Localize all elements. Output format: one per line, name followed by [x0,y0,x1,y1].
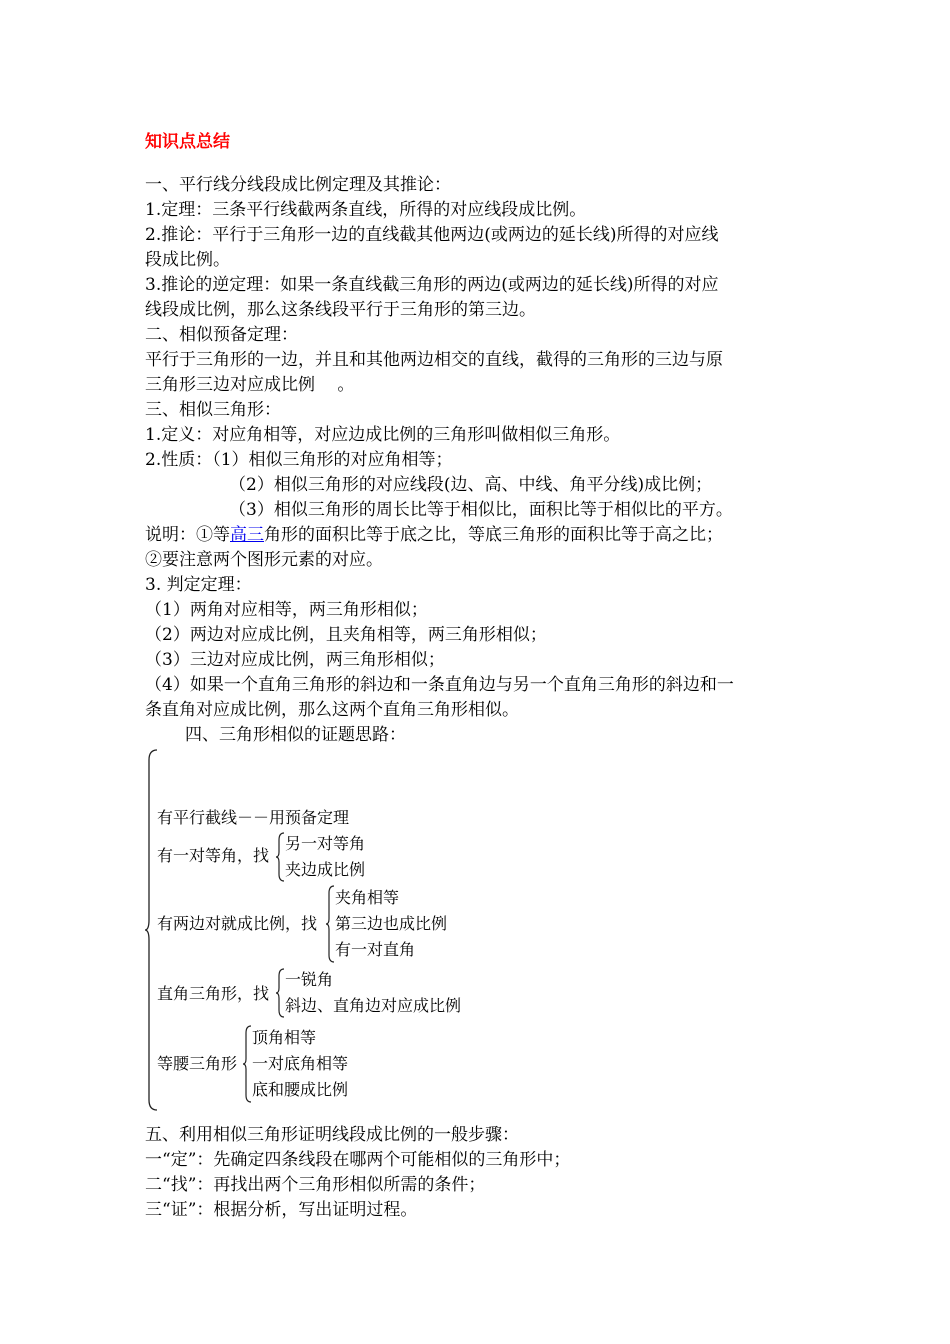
section-5-heading: 五、利用相似三角形证明线段成比例的一般步骤： [145,1125,519,1145]
two-sides-brace-icon [325,885,335,963]
paragraph-line: 3.推论的逆定理：如果一条直线截三角形的两边(或两边的延长线)所得的对应 [145,275,719,295]
paragraph-line: 线段成比例，那么这条线段平行于三角形的第三边。 [145,300,536,320]
section-2-heading: 二、相似预备定理： [145,325,298,345]
two-sides-option: 有一对直角 [335,940,416,959]
paragraph-line: 平行于三角形的一边，并且和其他两边相交的直线，截得的三角形的三边与原 [145,350,723,370]
paragraph-line: （3）三边对应成比例，两三角形相似； [145,650,445,670]
isosceles-brace-icon [242,1025,252,1103]
paragraph-line: 1.定理：三条平行线截两条直线，所得的对应线段成比例。 [145,200,587,220]
paragraph-line: （2）相似三角形的对应线段(边、高、中线、角平分线)成比例； [229,475,713,495]
subsection-heading: 3. 判定定理： [145,575,252,595]
paragraph-line: 段成比例。 [145,250,230,270]
paragraph-line: 1.定义：对应角相等，对应边成比例的三角形叫做相似三角形。 [145,425,621,445]
paragraph-line: 三角形三边对应成比例 。 [145,375,355,395]
one-angle-option: 另一对等角 [285,834,366,853]
two-sides-option: 夹角相等 [335,888,400,907]
one-angle-option: 夹边成比例 [285,860,366,879]
right-triangle-option: 一锐角 [285,970,334,989]
proof-approach-diagram [145,748,485,1113]
section-1-heading: 一、平行线分线段成比例定理及其推论： [145,175,451,195]
paragraph-line: 条直角对应成比例，那么这两个直角三角形相似。 [145,700,519,720]
parallel-branch: 有平行截线－－用预备定理 [157,808,350,827]
paragraph-line: （1）两角对应相等，两三角形相似； [145,600,428,620]
right-triangle-brace-icon [275,968,285,1018]
paragraph-line: 2.推论：平行于三角形一边的直线截其他两边(或两边的延长线)所得的对应线 [145,225,719,245]
two-sides-option: 第三边也成比例 [335,914,448,933]
isosceles-option: 顶角相等 [252,1028,317,1047]
paragraph-line: ②要注意两个图形元素的对应。 [145,550,383,570]
section-4-heading: 四、三角形相似的证题思路： [185,725,406,745]
two-sides-branch: 有两边对就成比例，找 [157,914,318,933]
isosceles-option: 底和腰成比例 [252,1080,349,1099]
paragraph-line: 2.性质：（1）相似三角形的对应角相等； [145,450,453,470]
section-3-heading: 三、相似三角形： [145,400,281,420]
note-text-start: 说明：①等 [145,525,230,545]
page-title: 知识点总结 [145,132,230,152]
paragraph-line: 二“找”：再找出两个三角形相似所需的条件； [145,1175,486,1195]
isosceles-option: 一对底角相等 [252,1054,349,1073]
paragraph-line: （2）两边对应成比例，且夹角相等，两三角形相似； [145,625,547,645]
paragraph-line: （3）相似三角形的周长比等于相似比，面积比等于相似比的平方。 [229,500,733,520]
paragraph-line: （4）如果一个直角三角形的斜边和一条直角边与另一个直角三角形的斜边和一 [145,675,734,695]
paragraph-line: 一“定”：先确定四条线段在哪两个可能相似的三角形中； [145,1150,571,1170]
right-triangle-option: 斜边、直角边对应成比例 [285,996,462,1015]
one-angle-branch: 有一对等角，找 [157,846,270,865]
paragraph-line: 三“证”：根据分析，写出证明过程。 [145,1200,418,1220]
one-angle-brace-icon [275,832,285,882]
right-triangle-branch: 直角三角形，找 [157,984,270,1003]
isosceles-branch: 等腰三角形 [157,1054,238,1073]
gaosan-link[interactable]: 高三 [230,525,264,545]
note-line [145,523,723,548]
note-text-end: 角形的面积比等于底之比，等底三角形的面积比等于高之比； [264,525,723,545]
